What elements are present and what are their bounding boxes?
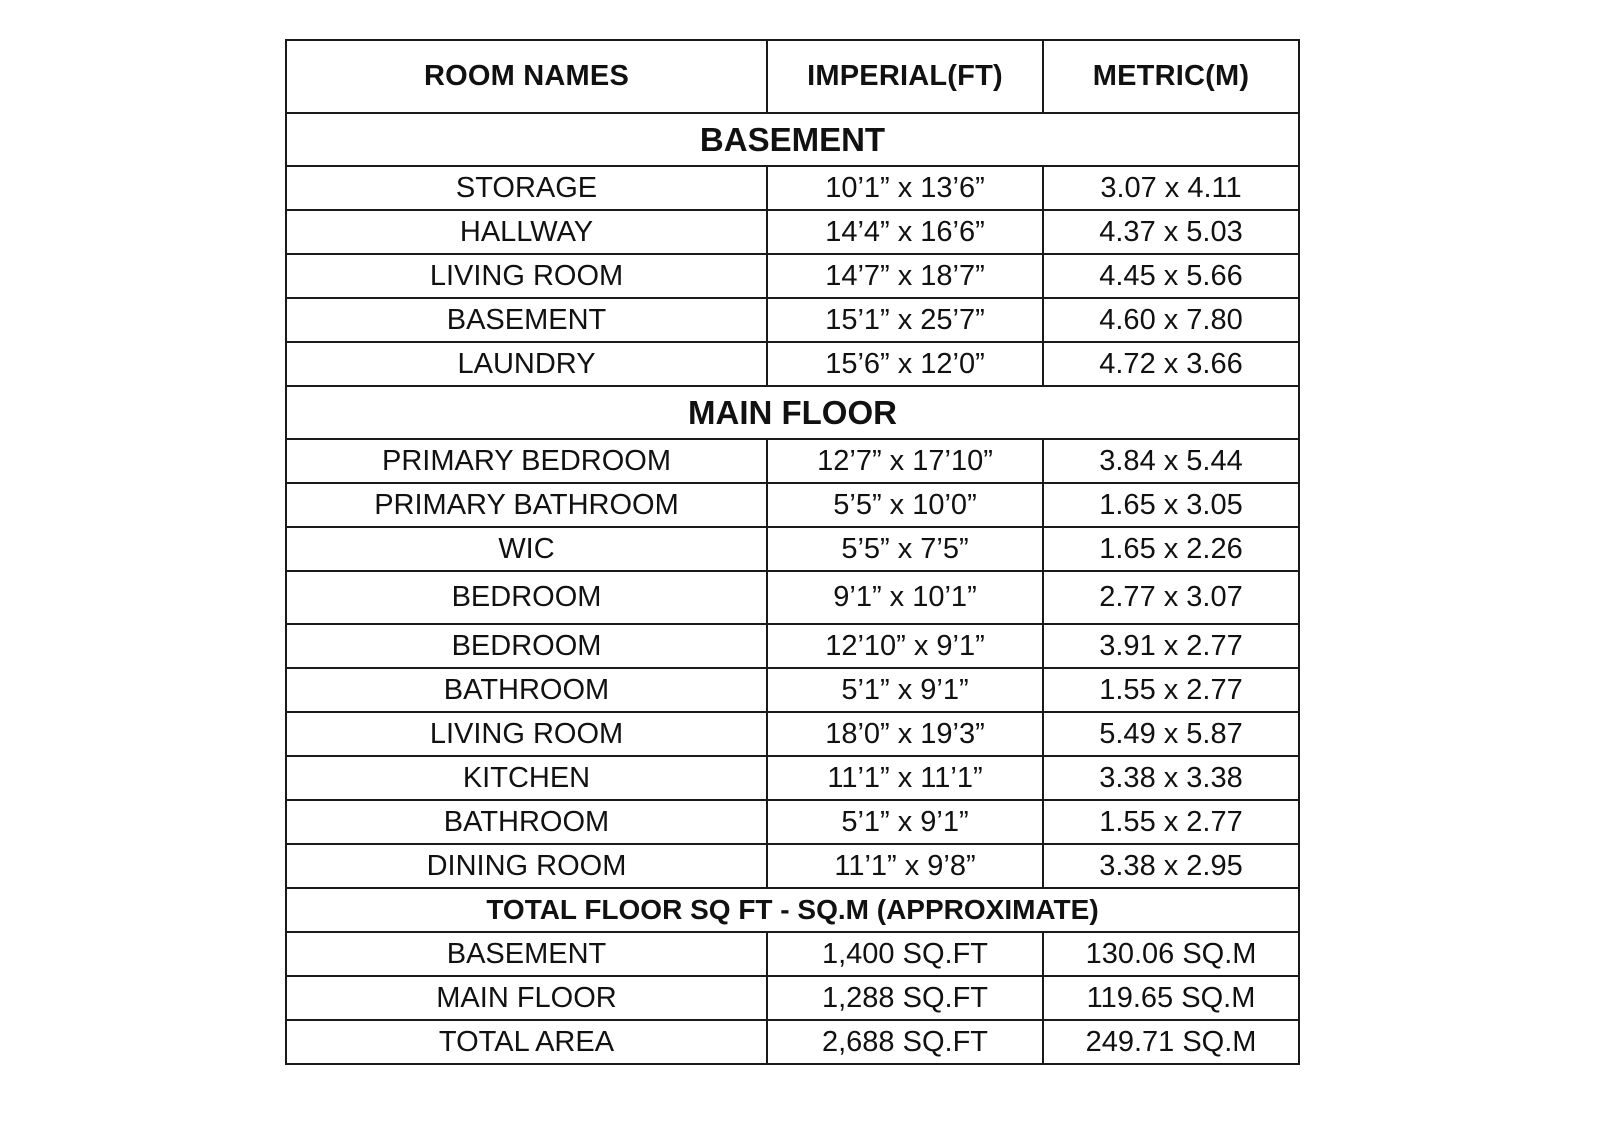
room-name: BASEMENT [286, 298, 767, 342]
room-name: BEDROOM [286, 571, 767, 624]
imperial-size: 11’1” x 11’1” [767, 756, 1043, 800]
imperial-size: 15’6” x 12’0” [767, 342, 1043, 386]
area-label: BASEMENT [286, 932, 767, 976]
room-name: LIVING ROOM [286, 254, 767, 298]
table-row [286, 210, 1299, 254]
room-name: BEDROOM [286, 624, 767, 668]
table-row [286, 571, 1299, 624]
room-name: LAUNDRY [286, 342, 767, 386]
imperial-size: 12’10” x 9’1” [767, 624, 1043, 668]
room-name: PRIMARY BEDROOM [286, 439, 767, 483]
section-title: BASEMENT [286, 113, 1299, 166]
metric-size: 2.77 x 3.07 [1043, 571, 1299, 624]
room-name: WIC [286, 527, 767, 571]
room-name: KITCHEN [286, 756, 767, 800]
header-imperial: IMPERIAL(FT) [767, 40, 1043, 113]
room-name: BATHROOM [286, 668, 767, 712]
metric-size: 3.84 x 5.44 [1043, 439, 1299, 483]
table-row [286, 254, 1299, 298]
table-row [286, 976, 1299, 1020]
imperial-size: 5’1” x 9’1” [767, 668, 1043, 712]
room-name: BATHROOM [286, 800, 767, 844]
room-name: DINING ROOM [286, 844, 767, 888]
metric-size: 1.65 x 3.05 [1043, 483, 1299, 527]
imperial-size: 9’1” x 10’1” [767, 571, 1043, 624]
area-sqm: 249.71 SQ.M [1043, 1020, 1299, 1064]
area-label: TOTAL AREA [286, 1020, 767, 1064]
table-row [286, 342, 1299, 386]
imperial-size: 12’7” x 17’10” [767, 439, 1043, 483]
area-sqft: 1,288 SQ.FT [767, 976, 1043, 1020]
table-row [286, 844, 1299, 888]
imperial-size: 15’1” x 25’7” [767, 298, 1043, 342]
header-row [286, 40, 1299, 113]
section-main-floor [286, 386, 1299, 439]
room-name: STORAGE [286, 166, 767, 210]
totals-title: TOTAL FLOOR SQ FT - SQ.M (APPROXIMATE) [286, 888, 1299, 932]
metric-size: 4.60 x 7.80 [1043, 298, 1299, 342]
table-row [286, 1020, 1299, 1064]
metric-size: 4.37 x 5.03 [1043, 210, 1299, 254]
area-sqm: 130.06 SQ.M [1043, 932, 1299, 976]
metric-size: 3.91 x 2.77 [1043, 624, 1299, 668]
room-dimensions-table [285, 39, 1300, 1065]
header-room-names: ROOM NAMES [286, 40, 767, 113]
metric-size: 1.55 x 2.77 [1043, 668, 1299, 712]
area-sqft: 2,688 SQ.FT [767, 1020, 1043, 1064]
table-row [286, 439, 1299, 483]
metric-size: 3.07 x 4.11 [1043, 166, 1299, 210]
metric-size: 1.55 x 2.77 [1043, 800, 1299, 844]
section-title: MAIN FLOOR [286, 386, 1299, 439]
table-row [286, 483, 1299, 527]
metric-size: 4.72 x 3.66 [1043, 342, 1299, 386]
imperial-size: 5’1” x 9’1” [767, 800, 1043, 844]
metric-size: 4.45 x 5.66 [1043, 254, 1299, 298]
table-row [286, 166, 1299, 210]
imperial-size: 11’1” x 9’8” [767, 844, 1043, 888]
table-row [286, 668, 1299, 712]
section-basement [286, 113, 1299, 166]
room-name: HALLWAY [286, 210, 767, 254]
metric-size: 3.38 x 3.38 [1043, 756, 1299, 800]
table-row [286, 624, 1299, 668]
table-row [286, 527, 1299, 571]
header-metric: METRIC(M) [1043, 40, 1299, 113]
imperial-size: 5’5” x 7’5” [767, 527, 1043, 571]
metric-size: 1.65 x 2.26 [1043, 527, 1299, 571]
table-row [286, 756, 1299, 800]
table-row [286, 800, 1299, 844]
table-row [286, 712, 1299, 756]
area-sqft: 1,400 SQ.FT [767, 932, 1043, 976]
area-label: MAIN FLOOR [286, 976, 767, 1020]
imperial-size: 5’5” x 10’0” [767, 483, 1043, 527]
room-name: PRIMARY BATHROOM [286, 483, 767, 527]
metric-size: 3.38 x 2.95 [1043, 844, 1299, 888]
imperial-size: 14’7” x 18’7” [767, 254, 1043, 298]
imperial-size: 18’0” x 19’3” [767, 712, 1043, 756]
table-row [286, 298, 1299, 342]
section-totals [286, 888, 1299, 932]
imperial-size: 10’1” x 13’6” [767, 166, 1043, 210]
area-sqm: 119.65 SQ.M [1043, 976, 1299, 1020]
imperial-size: 14’4” x 16’6” [767, 210, 1043, 254]
room-name: LIVING ROOM [286, 712, 767, 756]
metric-size: 5.49 x 5.87 [1043, 712, 1299, 756]
table-row [286, 932, 1299, 976]
